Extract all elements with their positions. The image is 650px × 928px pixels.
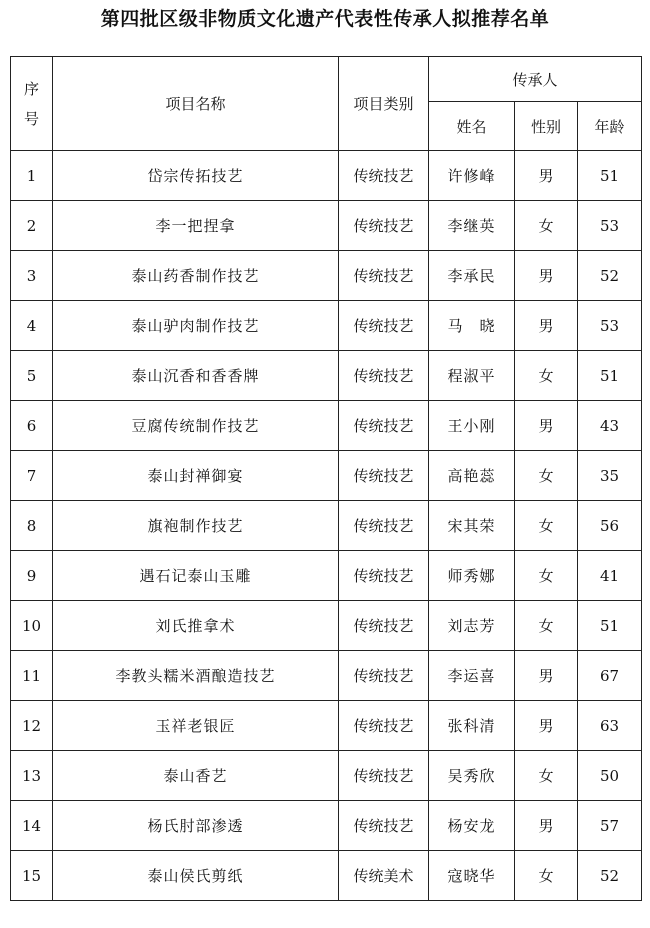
cell-inheritor-name: 师秀娜 [429,551,515,601]
cell-number: 8 [11,501,53,551]
cell-project-category: 传统技艺 [339,451,429,501]
header-project-name: 项目名称 [53,57,339,151]
cell-number: 13 [11,751,53,801]
cell-age: 50 [578,751,642,801]
cell-project-name: 岱宗传拓技艺 [53,151,339,201]
cell-project-name: 玉祥老银匠 [53,701,339,751]
cell-project-name: 旗袍制作技艺 [53,501,339,551]
cell-project-name: 遇石记泰山玉雕 [53,551,339,601]
cell-number: 1 [11,151,53,201]
cell-age: 63 [578,701,642,751]
cell-number: 11 [11,651,53,701]
cell-number: 4 [11,301,53,351]
table-row [11,551,642,601]
cell-age: 53 [578,201,642,251]
cell-age: 53 [578,301,642,351]
cell-gender: 男 [515,401,578,451]
cell-inheritor-name: 许修峰 [429,151,515,201]
cell-project-name: 豆腐传统制作技艺 [53,401,339,451]
table-row [11,701,642,751]
header-number [11,57,53,151]
cell-inheritor-name: 李继英 [429,201,515,251]
cell-age: 52 [578,251,642,301]
cell-gender: 男 [515,251,578,301]
cell-age: 56 [578,501,642,551]
cell-inheritor-name: 王小刚 [429,401,515,451]
header-inheritor: 传承人 [429,57,642,102]
cell-inheritor-name: 程淑平 [429,351,515,401]
cell-inheritor-name: 张科清 [429,701,515,751]
table-row [11,351,642,401]
cell-project-category: 传统技艺 [339,601,429,651]
cell-number: 12 [11,701,53,751]
table-row [11,851,642,901]
header-project-category: 项目类别 [339,57,429,151]
table-row [11,601,642,651]
table-row [11,651,642,701]
cell-project-category: 传统技艺 [339,151,429,201]
cell-inheritor-name: 吴秀欣 [429,751,515,801]
cell-project-name: 杨氏肘部渗透 [53,801,339,851]
cell-age: 35 [578,451,642,501]
table-header-row [11,57,642,102]
cell-project-name: 刘氏推拿术 [53,601,339,651]
cell-age: 41 [578,551,642,601]
cell-age: 51 [578,151,642,201]
table-row [11,751,642,801]
cell-project-name: 泰山沉香和香香牌 [53,351,339,401]
cell-project-category: 传统技艺 [339,351,429,401]
table-row [11,401,642,451]
cell-age: 51 [578,601,642,651]
cell-project-category: 传统技艺 [339,401,429,451]
cell-number: 10 [11,601,53,651]
cell-project-category: 传统技艺 [339,701,429,751]
cell-inheritor-name: 杨安龙 [429,801,515,851]
cell-project-category: 传统技艺 [339,551,429,601]
cell-number: 2 [11,201,53,251]
table-row [11,501,642,551]
table-row [11,801,642,851]
cell-project-category: 传统技艺 [339,751,429,801]
cell-gender: 男 [515,301,578,351]
cell-project-name: 泰山香艺 [53,751,339,801]
table-row [11,151,642,201]
cell-inheritor-name: 李承民 [429,251,515,301]
cell-project-category: 传统技艺 [339,301,429,351]
cell-inheritor-name: 李运喜 [429,651,515,701]
cell-gender: 女 [515,851,578,901]
cell-gender: 女 [515,201,578,251]
cell-age: 67 [578,651,642,701]
cell-inheritor-name: 寇晓华 [429,851,515,901]
page-title: 第四批区级非物质文化遗产代表性传承人拟推荐名单 [100,8,550,30]
cell-gender: 女 [515,351,578,401]
cell-age: 57 [578,801,642,851]
header-age: 年龄 [578,102,642,151]
header-gender: 性别 [515,102,578,151]
cell-number: 5 [11,351,53,401]
table-row [11,301,642,351]
cell-project-category: 传统美术 [339,851,429,901]
cell-inheritor-name: 宋其荣 [429,501,515,551]
cell-project-name: 李教头糯米酒酿造技艺 [53,651,339,701]
cell-gender: 男 [515,651,578,701]
cell-project-category: 传统技艺 [339,201,429,251]
cell-project-name: 李一把捏拿 [53,201,339,251]
cell-inheritor-name: 刘志芳 [429,601,515,651]
cell-gender: 男 [515,801,578,851]
table-row [11,201,642,251]
cell-gender: 女 [515,501,578,551]
cell-project-category: 传统技艺 [339,501,429,551]
cell-number: 9 [11,551,53,601]
header-number-line1: 序 [23,79,39,98]
inheritor-table [10,56,642,901]
cell-gender: 男 [515,701,578,751]
cell-age: 52 [578,851,642,901]
cell-gender: 女 [515,751,578,801]
cell-number: 3 [11,251,53,301]
cell-project-name: 泰山药香制作技艺 [53,251,339,301]
cell-age: 43 [578,401,642,451]
cell-number: 14 [11,801,53,851]
cell-number: 15 [11,851,53,901]
cell-inheritor-name: 高艳蕊 [429,451,515,501]
cell-gender: 女 [515,551,578,601]
cell-project-category: 传统技艺 [339,251,429,301]
table-row [11,451,642,501]
cell-gender: 女 [515,451,578,501]
table-row [11,251,642,301]
cell-project-category: 传统技艺 [339,801,429,851]
header-name: 姓名 [429,102,515,151]
cell-inheritor-name: 马 晓 [429,301,515,351]
cell-gender: 女 [515,601,578,651]
cell-age: 51 [578,351,642,401]
cell-project-name: 泰山侯氏剪纸 [53,851,339,901]
cell-number: 7 [11,451,53,501]
cell-project-name: 泰山驴肉制作技艺 [53,301,339,351]
cell-project-category: 传统技艺 [339,651,429,701]
table-body [11,151,642,901]
cell-project-name: 泰山封禅御宴 [53,451,339,501]
header-number-line2: 号 [23,109,39,128]
cell-gender: 男 [515,151,578,201]
cell-number: 6 [11,401,53,451]
